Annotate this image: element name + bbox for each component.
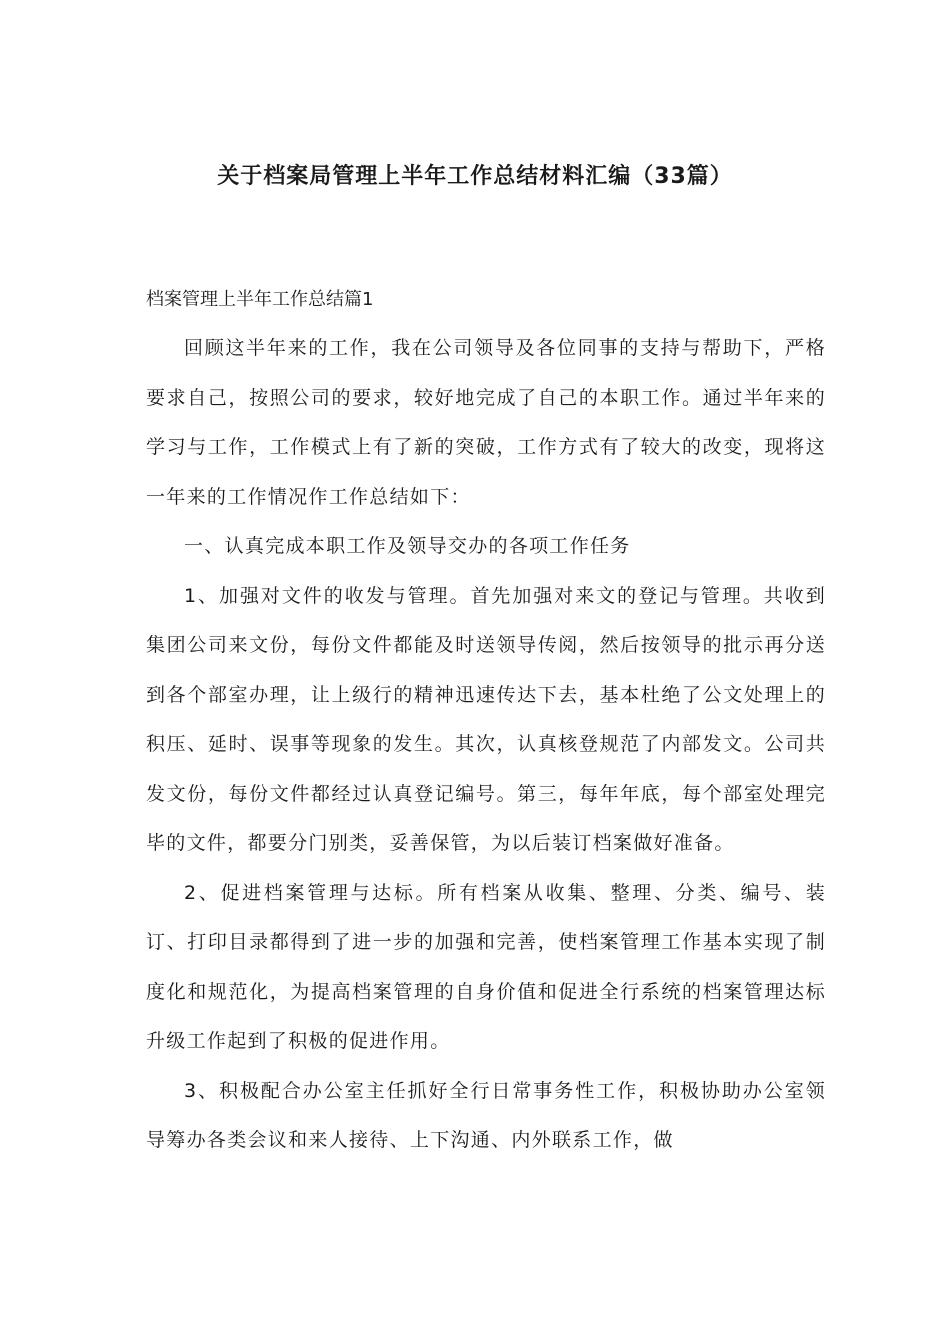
document-title: 关于档案局管理上半年工作总结材料汇编（33篇） [217, 164, 733, 189]
paragraph-intro: 回顾这半年来的工作，我在公司领导及各位同事的支持与帮助下，严格要求自己，按照公司的要求，较好地完成了自己的本职工作。通过半年来的学习与工作，工作模式上有了新的突破，工作方式有了较大的改变，现将这一年来的工作情况作工作总结如下： [146, 337, 826, 508]
document-body [146, 280, 826, 1166]
section-heading: 档案管理上半年工作总结篇1 [146, 289, 374, 310]
paragraph-item-3: 3、积极配合办公室主任抓好全行日常事务性工作，积极协助办公室领导筹办各类会议和来人接待、上下沟通、内外联系工作，做 [146, 1079, 826, 1151]
paragraph-item-2: 2、促进档案管理与达标。所有档案从收集、整理、分类、编号、装订、打印目录都得到了进一步的加强和完善，使档案管理工作基本实现了制度化和规范化，为提高档案管理的自身价值和促进全行系统的档案管理达标升级工作起到了积极的促进作用。 [146, 881, 826, 1052]
paragraph-item-1: 1、加强对文件的收发与管理。首先加强对来文的登记与管理。共收到集团公司来文份，每份文件都能及时送领导传阅，然后按领导的批示再分送到各个部室办理，让上级行的精神迅速传达下去，基本杜绝了公文处理上的积压、延时、误事等现象的发生。其次，认真核登规范了内部发文。公司共发文份，每份文件都经过认真登记编号。第三，每年年底，每个部室处理完毕的文件，都要分门别类，妥善保管，为以后装订档案做好准备。 [146, 584, 826, 854]
paragraph-heading-one: 一、认真完成本职工作及领导交办的各项工作任务 [184, 535, 631, 557]
